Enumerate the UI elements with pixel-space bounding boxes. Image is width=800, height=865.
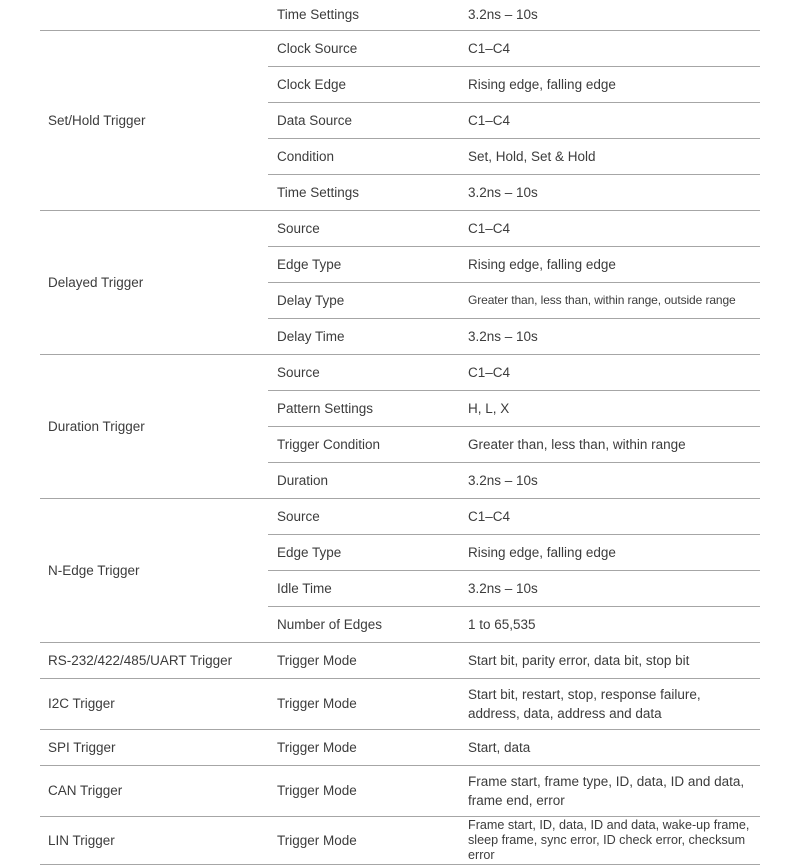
value-cell: Start, data — [460, 729, 760, 765]
parameter-cell: Time Settings — [277, 7, 360, 23]
parameter-cell: Delay Type — [268, 282, 460, 318]
value-cell: Frame start, ID, data, ID and data, wake-up frame, sleep frame, sync error, ID check error, checksum error — [460, 816, 760, 864]
trigger-group-cell — [40, 816, 268, 864]
value-cell: 1 to 65,535 — [460, 606, 760, 642]
parameter-cell: Number of Edges — [268, 606, 460, 642]
parameter-cell: Duration — [268, 462, 460, 498]
parameter-cell: Trigger Mode — [268, 816, 460, 864]
value-cell: Rising edge, falling edge — [460, 246, 760, 282]
table-row — [40, 210, 760, 246]
value-cell: C1–C4 — [460, 30, 760, 66]
table-row — [40, 354, 760, 390]
trigger-group-cell — [40, 678, 268, 729]
value-cell: C1–C4 — [460, 354, 760, 390]
parameter-cell: Source — [268, 498, 460, 534]
value-cell: Set, Hold, Set & Hold — [460, 138, 760, 174]
trigger-table-body — [40, 0, 760, 864]
value-cell: C1–C4 — [460, 102, 760, 138]
parameter-cell: Condition — [268, 138, 460, 174]
value-cell: 3.2ns – 10s — [460, 174, 760, 210]
table-row — [40, 816, 760, 864]
value-cell: 3.2ns – 10s — [468, 7, 538, 23]
parameter-cell: Source — [268, 210, 460, 246]
parameter-cell: Trigger Mode — [268, 642, 460, 678]
parameter-cell: Clock Edge — [268, 66, 460, 102]
trigger-group-label: I2C Trigger — [48, 696, 115, 711]
value-cell: Greater than, less than, within range, outside range — [460, 282, 760, 318]
table-row — [40, 765, 760, 816]
trigger-group-cell — [40, 210, 268, 354]
table-row — [40, 729, 760, 765]
trigger-group-cell — [40, 354, 268, 498]
trigger-group-cell — [40, 642, 268, 678]
trigger-group-cell — [40, 765, 268, 816]
trigger-group-cell — [40, 729, 268, 765]
value-cell: Start bit, parity error, data bit, stop bit — [460, 642, 760, 678]
parameter-cell: Idle Time — [268, 570, 460, 606]
trigger-group-label: CAN Trigger — [48, 783, 123, 798]
parameter-cell: Trigger Mode — [268, 729, 460, 765]
value-cell: 3.2ns – 10s — [460, 462, 760, 498]
parameter-cell: Edge Type — [268, 246, 460, 282]
parameter-cell: Delay Time — [268, 318, 460, 354]
trigger-spec-table — [40, 0, 760, 865]
value-cell: Rising edge, falling edge — [460, 66, 760, 102]
trigger-group-label: Duration Trigger — [48, 418, 145, 434]
parameter-cell: Trigger Condition — [268, 426, 460, 462]
trigger-group-label: N-Edge Trigger — [48, 562, 140, 578]
value-cell: C1–C4 — [460, 498, 760, 534]
table-row — [40, 642, 760, 678]
value-cell: Start bit, restart, stop, response failure, address, data, address and data — [460, 678, 760, 729]
value-cell: 3.2ns – 10s — [460, 318, 760, 354]
trigger-group-cell — [40, 498, 268, 642]
parameter-cell: Source — [268, 354, 460, 390]
trigger-group-label: LIN Trigger — [48, 832, 115, 848]
value-cell: Rising edge, falling edge — [460, 534, 760, 570]
table-row — [40, 30, 760, 66]
value-cell: Greater than, less than, within range — [460, 426, 760, 462]
table-row — [40, 678, 760, 729]
value-cell: C1–C4 — [460, 210, 760, 246]
parameter-cell: Time Settings — [268, 174, 460, 210]
trigger-group-label: SPI Trigger — [48, 739, 116, 755]
parameter-cell: Pattern Settings — [268, 390, 460, 426]
table-row — [40, 498, 760, 534]
table-row — [40, 0, 760, 30]
parameter-cell: Data Source — [268, 102, 460, 138]
trigger-group-cell — [40, 0, 268, 30]
value-cell: Frame start, frame type, ID, data, ID and data, frame end, error — [460, 765, 760, 816]
parameter-cell: Trigger Mode — [268, 765, 460, 816]
parameter-cell: Edge Type — [268, 534, 460, 570]
trigger-group-label: Delayed Trigger — [48, 274, 144, 290]
value-cell: 3.2ns – 10s — [460, 570, 760, 606]
trigger-group-label: Set/Hold Trigger — [48, 112, 146, 128]
parameter-cell: Clock Source — [268, 30, 460, 66]
value-cell: H, L, X — [460, 390, 760, 426]
parameter-cell: Trigger Mode — [268, 678, 460, 729]
trigger-group-label: RS-232/422/485/UART Trigger — [48, 652, 233, 668]
trigger-group-cell — [40, 30, 268, 210]
